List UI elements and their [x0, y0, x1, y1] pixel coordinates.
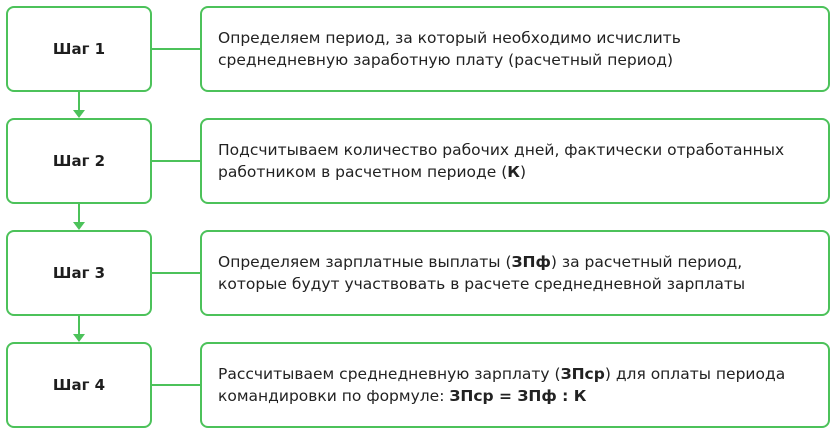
- step-2-box: [6, 118, 152, 204]
- step-1-description: [218, 27, 812, 71]
- arrow-down-icon: [73, 222, 85, 230]
- step-4-connector: [152, 384, 200, 386]
- step-2-text-part-3: ): [519, 163, 526, 181]
- step-1-label: Шаг 1: [52, 40, 106, 58]
- step-2-connector: [152, 160, 200, 162]
- arrow-3-4-line: [78, 316, 80, 336]
- step-3-box: [6, 230, 152, 316]
- step-1-connector: [152, 48, 200, 50]
- step-4-text-part-3: ) для оплаты периода командировки по формуле:: [218, 365, 786, 405]
- step-4-text-part-2: ЗПср: [560, 365, 605, 383]
- step-2-description-box: [200, 118, 830, 204]
- step-3-text-part-2: ЗПф: [511, 253, 551, 271]
- step-4-label: Шаг 4: [52, 376, 106, 394]
- step-3-connector: [152, 272, 200, 274]
- step-4-description: [218, 363, 812, 407]
- arrow-2-3-line: [78, 204, 80, 224]
- step-2-description: [218, 139, 812, 183]
- arrow-down-icon: [73, 334, 85, 342]
- step-3-description: [218, 251, 812, 295]
- step-3-text-part-1: Определяем зарплатные выплаты (: [218, 253, 512, 271]
- step-2-label: Шаг 2: [52, 152, 106, 170]
- step-4-formula: ЗПср = ЗПф : К: [449, 387, 587, 405]
- step-1-box: [6, 6, 152, 92]
- step-1-text-part-1: Определяем период, за который необходимо исчислить среднедневную заработную плату (расчетный период): [218, 29, 681, 69]
- step-1-description-box: [200, 6, 830, 92]
- step-4-box: [6, 342, 152, 428]
- step-2-text-part-2: К: [507, 163, 520, 181]
- step-3-text-part-3: ) за расчетный период, которые будут участвовать в расчете среднедневной зарплаты: [218, 253, 746, 293]
- step-3-description-box: [200, 230, 830, 316]
- arrow-down-icon: [73, 110, 85, 118]
- step-2-text-part-1: Подсчитываем количество рабочих дней, фактически отработанных работником в расчетном периоде (: [218, 141, 785, 181]
- step-3-label: Шаг 3: [52, 264, 106, 282]
- arrow-1-2-line: [78, 92, 80, 112]
- step-4-text-part-1: Рассчитываем среднедневную зарплату (: [218, 365, 561, 383]
- step-4-description-box: [200, 342, 830, 428]
